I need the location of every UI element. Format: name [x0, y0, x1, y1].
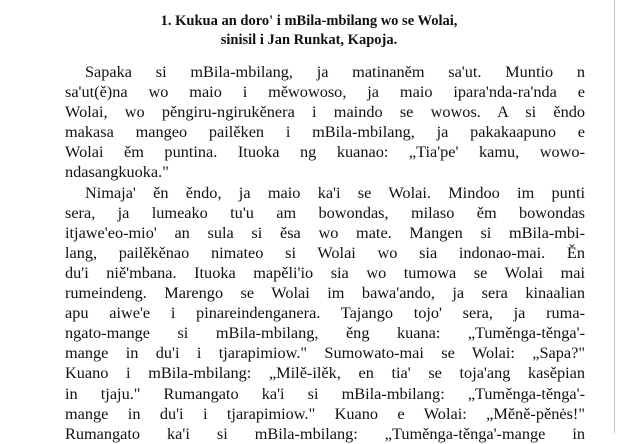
page-edge-line — [614, 0, 615, 433]
text-line: apu aiwe'e i pinareindenganera. Tajango tojo' sera, ja ruma- — [65, 303, 585, 323]
text-line: Wolai, wo pěngiru-ngirukěnera i maindo se wowos. A si ěndo — [65, 102, 585, 122]
text-line: du'i niě'mbana. Ituoka mapěli'io sia wo tumowa se Wolai mai — [65, 262, 585, 282]
text-line: ndasangkuoka." — [65, 162, 169, 182]
text-line: ngato-mange si mBila-mbilang, ěng kuana: „Tuměnga-těnga'- — [65, 323, 585, 343]
text-line: Nimaja' ěn ěndo, ja maio ka'i se Wolai. Mindoo im punti — [85, 182, 585, 202]
text-line: lang, pailěkěnao nimateo si Wolai wo sia indonao-mai. Ěn — [65, 242, 585, 262]
text-line: makasa mangeo pailěken i mBila-mbilang, ja pakakaapuno e — [65, 122, 585, 142]
text-line: Sapaka si mBila-mbilang, ja matinaněm sa'ut. Muntio n — [85, 62, 585, 81]
text-line: mange in du'i i tjarapimiow." Sumowato-mai se Wolai: „Sapa?" — [65, 343, 585, 363]
text-line: Wolai ěm puntina. Ituoka ng kuanao: „Tia'pe' kamu, wowo- — [65, 142, 585, 162]
text-line: in tjaju." Rumangato ka'i si mBila-mbilang: „Tuměnga-těnga'- — [65, 383, 585, 403]
text-line: rumeindeng. Marengo se Wolai im bawa'ando, ja sera kinaalian — [65, 283, 585, 303]
heading-line-1: 1. Kukua an doro' i mBila-mbilang wo se Wolai, — [160, 13, 458, 29]
text-line: Kuano i mBila-mbilang: „Milě-ilěk, en tia' se toja'ang kasěpian — [65, 363, 585, 383]
text-line: sera, ja lumeako tu'u am bowondas, milaso ěm bowondas — [65, 202, 585, 222]
heading-line-2: sinisil i Jan Runkat, Kapoja. — [220, 32, 398, 48]
text-line: Rumangato ka'i si mBila-mbilang: „Tuměnga-těnga'-mange in — [65, 423, 585, 443]
text-line: mange in du'i i tjarapimiow." Kuano e Wolai: „Měně-pěnės!" — [65, 403, 585, 423]
text-line: sa'ut(ě)na wo maio i měwowoso, ja maio ipara'nda-ra'nda e — [65, 82, 585, 102]
text-line: itjawe'eo-mio' an sula si ěsa wo mate. Mangen si mBila-mbi- — [65, 222, 585, 242]
story-text — [65, 62, 585, 444]
